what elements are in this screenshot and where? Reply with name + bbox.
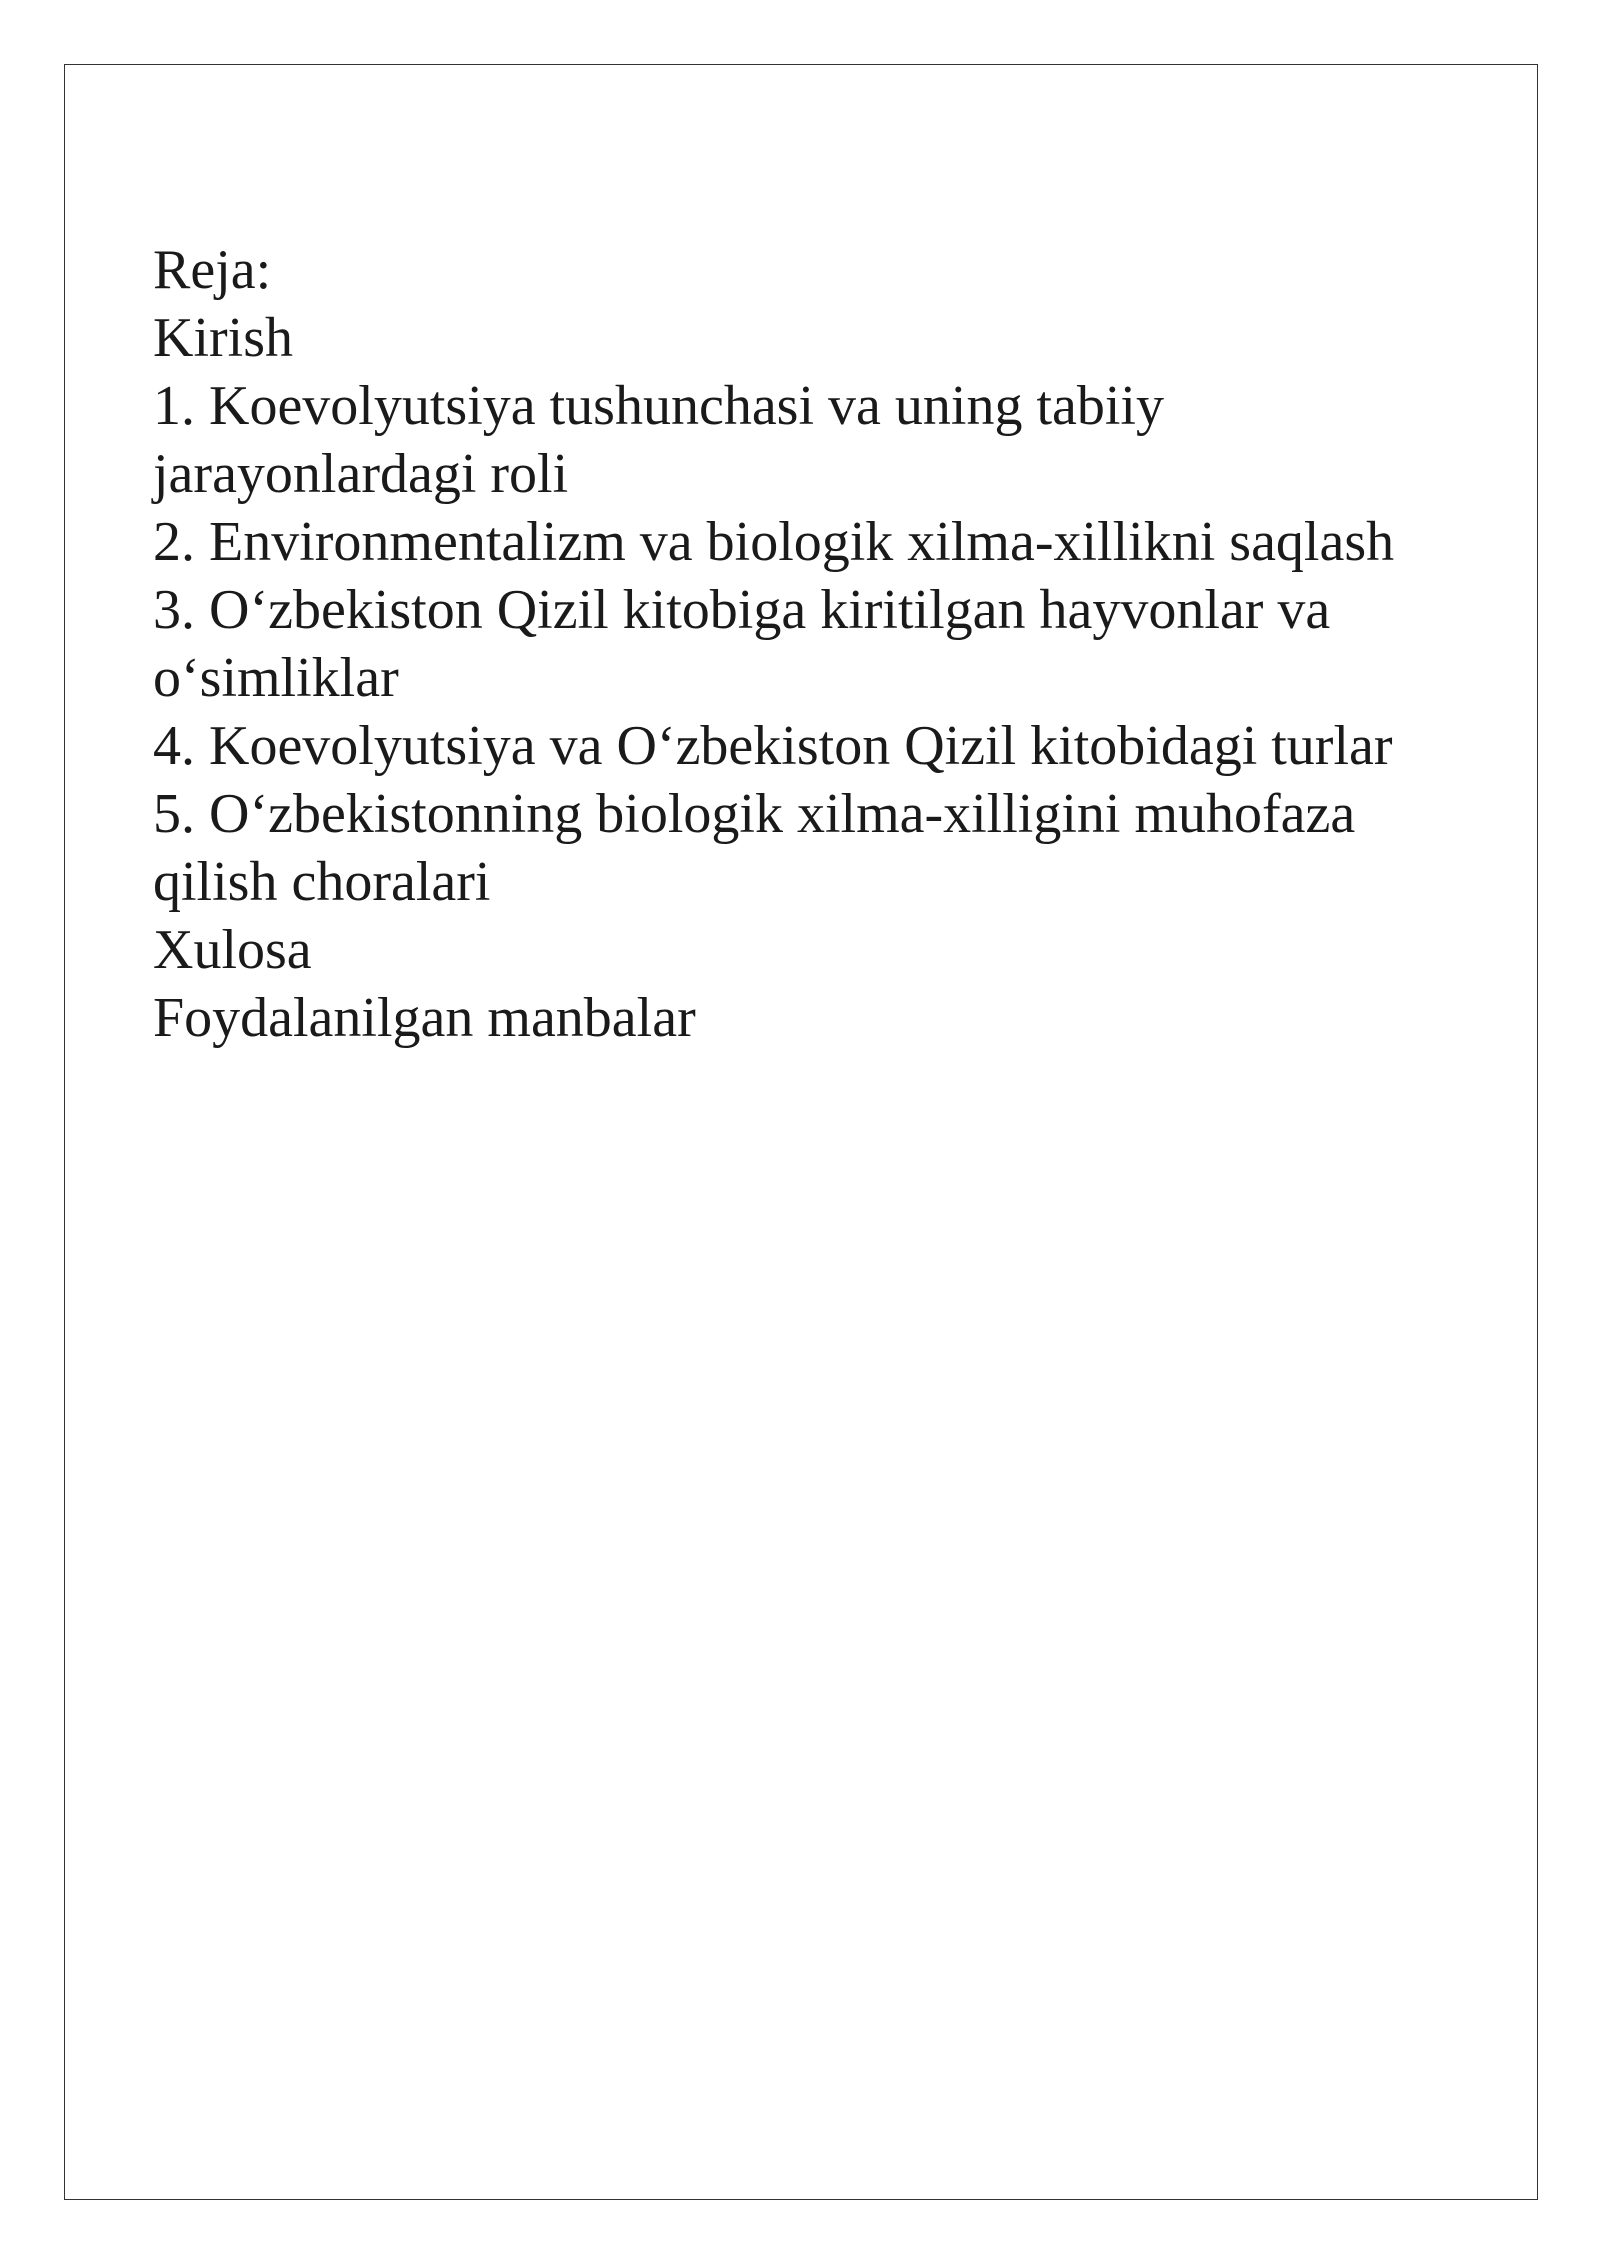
plan-heading: Reja: <box>153 239 272 301</box>
plan-item-5: 5. O‘zbekistonning biologik xilma-xilligini muhofaza <box>153 783 1356 845</box>
plan-item-5-continued: qilish choralari <box>153 851 491 913</box>
plan-intro: Kirish <box>153 307 293 369</box>
plan-item-3: 3. O‘zbekiston Qizil kitobiga kiritilgan hayvonlar va <box>153 579 1331 641</box>
plan-conclusion: Xulosa <box>153 919 312 981</box>
plan-references: Foydalanilgan manbalar <box>153 987 696 1049</box>
plan-item-1: 1. Koevolyutsiya tushunchasi va uning tabiiy <box>153 375 1164 437</box>
plan-item-2: 2. Environmentalizm va biologik xilma-xillikni saqlash <box>153 511 1395 573</box>
plan-item-1-continued: jarayonlardagi roli <box>153 443 569 505</box>
plan-content <box>153 236 1483 1052</box>
plan-item-4: 4. Koevolyutsiya va O‘zbekiston Qizil kitobidagi turlar <box>153 715 1393 777</box>
plan-item-3-continued: o‘simliklar <box>153 647 399 709</box>
